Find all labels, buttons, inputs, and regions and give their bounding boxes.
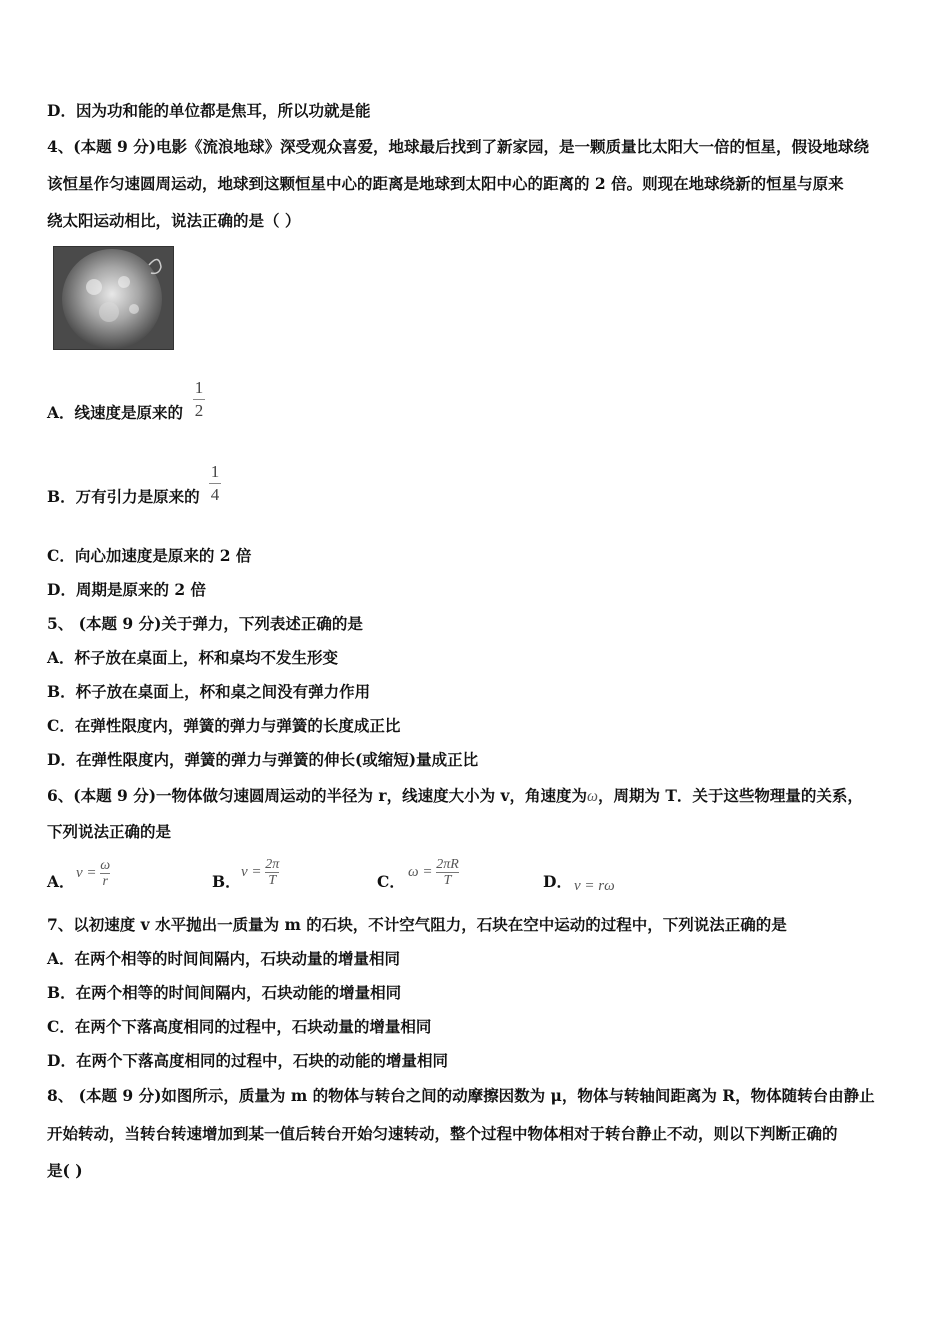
star-image — [53, 246, 174, 350]
q5-option-d: D．在弹性限度内，弹簧的弹力与弹簧的伸长(或缩短)量成正比 — [47, 750, 479, 769]
q8-stem-line1: 8、 (本题 9 分)如图所示，质量为 m 的物体与转台之间的动摩擦因数为 μ，物体与转轴间距离为 R，物体随转台由静止 — [47, 1086, 875, 1105]
q6-option-d-formula: v = rω — [574, 878, 615, 894]
q7-stem: 7、以初速度 v 水平抛出一质量为 m 的石块，不计空气阻力，石块在空中运动的过程中，下列说法正确的是 — [47, 915, 787, 934]
q6-stem-line1: 6、(本题 9 分)一物体做匀速圆周运动的半径为 r，线速度大小为 v，角速度为ω，周期为 T．关于这些物理量的关系， — [47, 786, 863, 805]
q6-option-b-formula: v = $\frac{2\pi}{T}$ — [241, 857, 280, 888]
q6-option-a-formula: v = $\frac{\omega}{r}$ — [76, 858, 111, 889]
q4-stem-line2: 该恒星作匀速圆周运动，地球到这颗恒星中心的距离是地球到太阳中心的距离的 2 倍。则现在地球绕新的恒星与原来 — [47, 174, 844, 193]
q4-option-d: D．周期是原来的 2 倍 — [47, 580, 207, 599]
q4-stem-line3: 绕太阳运动相比，说法正确的是（ ） — [47, 211, 301, 230]
q4-option-c: C．向心加速度是原来的 2 倍 — [47, 546, 252, 565]
q7-option-b: B．在两个相等的时间间隔内，石块动能的增量相同 — [47, 983, 402, 1002]
q5-stem: 5、 (本题 9 分)关于弹力，下列表述正确的是 — [47, 614, 363, 633]
q4-option-b: B．万有引力是原来的 — [47, 487, 200, 506]
q7-option-c: C．在两个下落高度相同的过程中，石块动量的增量相同 — [47, 1017, 432, 1036]
q8-stem-line3: 是( ) — [47, 1161, 83, 1180]
omega-symbol: ω — [587, 788, 598, 805]
q4-stem-line1: 4、(本题 9 分)电影《流浪地球》深受观众喜爱，地球最后找到了新家园，是一颗质量比太阳大一倍的恒星，假设地球绕 — [47, 137, 870, 156]
q6-option-b-label: B． — [212, 872, 241, 891]
q4-option-a: A．线速度是原来的 — [47, 403, 184, 422]
q6-stem-line2: 下列说法正确的是 — [47, 822, 172, 841]
q8-stem-line2: 开始转动，当转台转速增加到某一值后转台开始匀速转动，整个过程中物体相对于转台静止不动，则以下判断正确的 — [47, 1124, 838, 1143]
q6-option-c-formula: ω = $\frac{2\pi R}{T}$ — [408, 857, 459, 888]
fraction-quarter: 1 4 — [210, 462, 220, 504]
q3-option-d: D．因为功和能的单位都是焦耳，所以功就是能 — [47, 101, 371, 120]
q6-option-c-label: C． — [377, 872, 405, 891]
q6-option-a-label: A． — [47, 872, 75, 891]
q7-option-d: D．在两个下落高度相同的过程中，石块的动能的增量相同 — [47, 1051, 448, 1070]
q7-option-a: A．在两个相等的时间间隔内，石块动量的增量相同 — [47, 949, 401, 968]
q5-option-b: B．杯子放在桌面上，杯和桌之间没有弹力作用 — [47, 682, 371, 701]
q5-option-c: C．在弹性限度内，弹簧的弹力与弹簧的长度成正比 — [47, 716, 401, 735]
q5-option-a: A．杯子放在桌面上，杯和桌均不发生形变 — [47, 648, 339, 667]
fraction-half: 1 2 — [194, 378, 204, 420]
q6-option-d-label: D． — [543, 872, 572, 891]
sun-illustration — [54, 247, 173, 349]
